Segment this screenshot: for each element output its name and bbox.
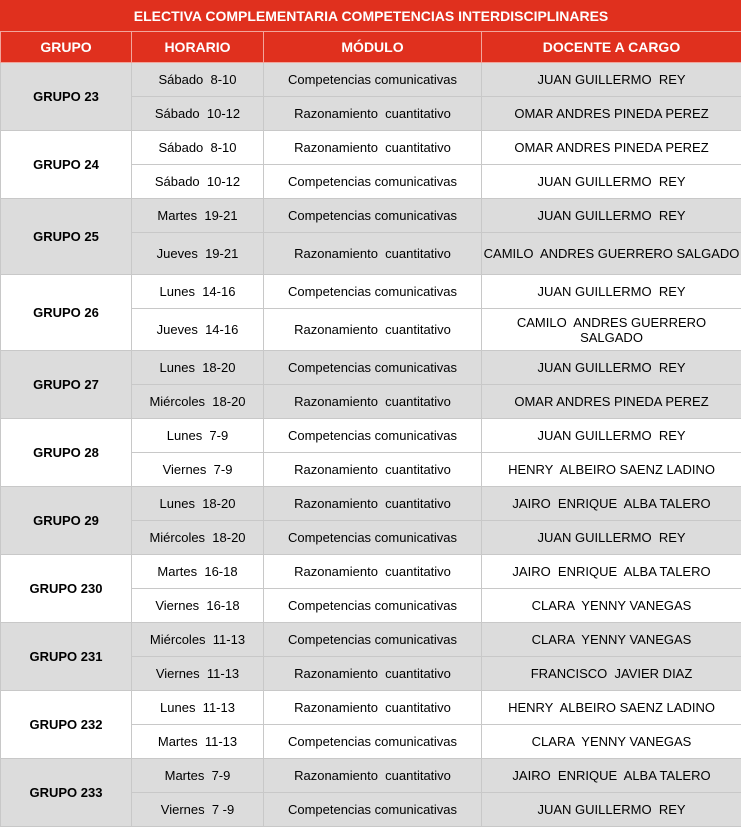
modulo-cell: Competencias comunicativas [264, 63, 482, 97]
header-modulo: MÓDULO [264, 32, 482, 63]
docente-cell: JAIRO ENRIQUE ALBA TALERO [482, 555, 741, 589]
modulo-cell: Competencias comunicativas [264, 623, 482, 657]
horario-cell: Sábado 8-10 [132, 63, 264, 97]
docente-cell: JUAN GUILLERMO REY [482, 351, 741, 385]
horario-cell: Lunes 18-20 [132, 351, 264, 385]
modulo-cell: Competencias comunicativas [264, 419, 482, 453]
horario-cell: Lunes 18-20 [132, 487, 264, 521]
horario-cell: Jueves 14-16 [132, 309, 264, 351]
modulo-cell: Competencias comunicativas [264, 589, 482, 623]
horario-cell: Martes 7-9 [132, 759, 264, 793]
table-row [1, 487, 741, 521]
table-header-row [1, 32, 741, 63]
docente-cell: CLARA YENNY VANEGAS [482, 725, 741, 759]
docente-cell: CAMILO ANDRES GUERRERO SALGADO [482, 309, 741, 351]
horario-cell: Miércoles 18-20 [132, 385, 264, 419]
docente-cell: JUAN GUILLERMO REY [482, 199, 741, 233]
docente-cell: OMAR ANDRES PINEDA PEREZ [482, 97, 741, 131]
table-row [1, 691, 741, 725]
modulo-cell: Razonamiento cuantitativo [264, 555, 482, 589]
horario-cell: Viernes 11-13 [132, 657, 264, 691]
group-name-cell: GRUPO 26 [1, 275, 132, 351]
docente-cell: JUAN GUILLERMO REY [482, 165, 741, 199]
group-name-cell: GRUPO 231 [1, 623, 132, 691]
group-name-cell: GRUPO 29 [1, 487, 132, 555]
table-row [1, 63, 741, 97]
modulo-cell: Competencias comunicativas [264, 725, 482, 759]
table-title-row [1, 1, 741, 32]
modulo-cell: Razonamiento cuantitativo [264, 97, 482, 131]
docente-cell: CLARA YENNY VANEGAS [482, 589, 741, 623]
table-row [1, 275, 741, 309]
group-name-cell: GRUPO 23 [1, 63, 132, 131]
header-grupo: GRUPO [1, 32, 132, 63]
modulo-cell: Razonamiento cuantitativo [264, 309, 482, 351]
modulo-cell: Competencias comunicativas [264, 521, 482, 555]
docente-cell: CAMILO ANDRES GUERRERO SALGADO [482, 233, 741, 275]
modulo-cell: Competencias comunicativas [264, 165, 482, 199]
modulo-cell: Razonamiento cuantitativo [264, 487, 482, 521]
group-name-cell: GRUPO 27 [1, 351, 132, 419]
table-row [1, 131, 741, 165]
modulo-cell: Razonamiento cuantitativo [264, 691, 482, 725]
modulo-cell: Razonamiento cuantitativo [264, 453, 482, 487]
horario-cell: Martes 19-21 [132, 199, 264, 233]
table-title: ELECTIVA COMPLEMENTARIA COMPETENCIAS INTERDISCIPLINARES [1, 1, 741, 32]
modulo-cell: Razonamiento cuantitativo [264, 657, 482, 691]
docente-cell: HENRY ALBEIRO SAENZ LADINO [482, 453, 741, 487]
horario-cell: Lunes 14-16 [132, 275, 264, 309]
modulo-cell: Competencias comunicativas [264, 793, 482, 827]
docente-cell: JUAN GUILLERMO REY [482, 793, 741, 827]
docente-cell: JUAN GUILLERMO REY [482, 521, 741, 555]
horario-cell: Viernes 7 -9 [132, 793, 264, 827]
group-name-cell: GRUPO 28 [1, 419, 132, 487]
table-body [1, 63, 741, 827]
horario-cell: Sábado 8-10 [132, 131, 264, 165]
modulo-cell: Razonamiento cuantitativo [264, 233, 482, 275]
header-horario: HORARIO [132, 32, 264, 63]
table-row [1, 199, 741, 233]
group-name-cell: GRUPO 233 [1, 759, 132, 827]
modulo-cell: Competencias comunicativas [264, 275, 482, 309]
docente-cell: HENRY ALBEIRO SAENZ LADINO [482, 691, 741, 725]
docente-cell: OMAR ANDRES PINEDA PEREZ [482, 385, 741, 419]
horario-cell: Viernes 7-9 [132, 453, 264, 487]
modulo-cell: Razonamiento cuantitativo [264, 759, 482, 793]
modulo-cell: Competencias comunicativas [264, 199, 482, 233]
table-row [1, 419, 741, 453]
docente-cell: FRANCISCO JAVIER DIAZ [482, 657, 741, 691]
horario-cell: Sábado 10-12 [132, 165, 264, 199]
horario-cell: Lunes 7-9 [132, 419, 264, 453]
docente-cell: JUAN GUILLERMO REY [482, 63, 741, 97]
header-docente: DOCENTE A CARGO [482, 32, 741, 63]
docente-cell: JAIRO ENRIQUE ALBA TALERO [482, 759, 741, 793]
group-name-cell: GRUPO 25 [1, 199, 132, 275]
horario-cell: Sábado 10-12 [132, 97, 264, 131]
horario-cell: Miércoles 11-13 [132, 623, 264, 657]
horario-cell: Miércoles 18-20 [132, 521, 264, 555]
modulo-cell: Razonamiento cuantitativo [264, 385, 482, 419]
horario-cell: Lunes 11-13 [132, 691, 264, 725]
docente-cell: JAIRO ENRIQUE ALBA TALERO [482, 487, 741, 521]
docente-cell: CLARA YENNY VANEGAS [482, 623, 741, 657]
horario-cell: Jueves 19-21 [132, 233, 264, 275]
modulo-cell: Razonamiento cuantitativo [264, 131, 482, 165]
table-row [1, 623, 741, 657]
horario-cell: Viernes 16-18 [132, 589, 264, 623]
table-row [1, 759, 741, 793]
table-row [1, 351, 741, 385]
horario-cell: Martes 16-18 [132, 555, 264, 589]
group-name-cell: GRUPO 232 [1, 691, 132, 759]
table-row [1, 555, 741, 589]
docente-cell: JUAN GUILLERMO REY [482, 275, 741, 309]
group-name-cell: GRUPO 230 [1, 555, 132, 623]
docente-cell: JUAN GUILLERMO REY [482, 419, 741, 453]
docente-cell: OMAR ANDRES PINEDA PEREZ [482, 131, 741, 165]
group-name-cell: GRUPO 24 [1, 131, 132, 199]
modulo-cell: Competencias comunicativas [264, 351, 482, 385]
horario-cell: Martes 11-13 [132, 725, 264, 759]
